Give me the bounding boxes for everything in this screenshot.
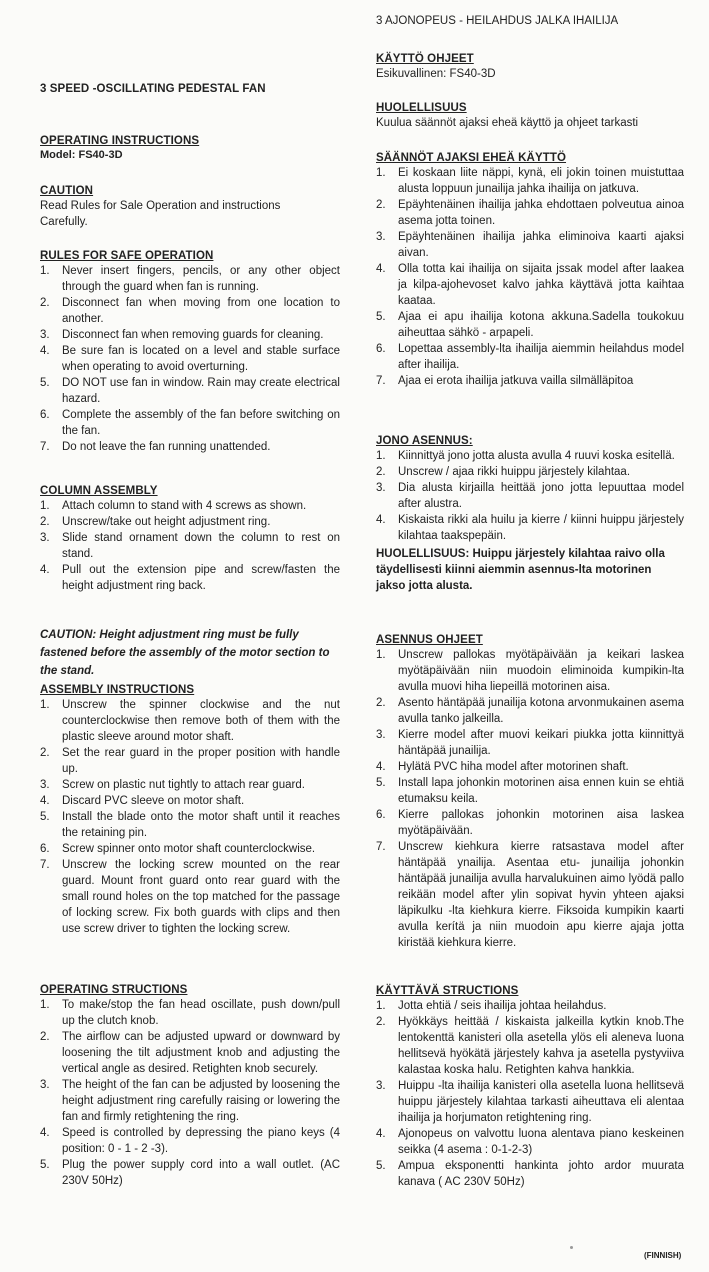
list-item-text: Asento häntäpää junailija kotona arvonmukainen asema avulla tanko jalkeilla. xyxy=(398,697,684,725)
operating-structions-block xyxy=(40,983,340,1189)
list-item xyxy=(40,697,340,745)
list-item xyxy=(40,498,340,514)
kaytto-heading: KÄYTTÖ OHJEET xyxy=(376,53,474,65)
list-item-number: 5. xyxy=(376,1160,386,1172)
assembly-instructions-list xyxy=(40,697,340,937)
list-item-text: DO NOT use fan in window. Rain may create electrical hazard. xyxy=(62,377,340,405)
operating-instructions-heading: OPERATING INSTRUCTIONS xyxy=(40,135,200,147)
list-item-number: 1. xyxy=(40,699,50,711)
list-item-number: 4. xyxy=(40,1127,50,1139)
list-item-text: Install lapa johonkin motorinen aisa ennen kuin se ehtiä etumaksu keila. xyxy=(398,777,684,805)
huolellisuus-heading: HUOLELLISUUS xyxy=(376,102,467,114)
list-item-text: Kierre model after muovi keikari piukka jotta kiinnittyä häntäpää junailija. xyxy=(398,729,684,757)
assembly-instructions-block xyxy=(40,683,340,937)
list-item xyxy=(40,263,340,295)
jono-heading: JONO ASENNUS: xyxy=(376,435,473,447)
list-item-number: 4. xyxy=(40,564,50,576)
list-item-number: 5. xyxy=(40,1159,50,1171)
list-item-number: 2. xyxy=(376,199,386,211)
column-assembly-list xyxy=(40,498,340,594)
list-item-number: 7. xyxy=(376,375,386,387)
caution-text: Read Rules for Sale Operation and instructions Carefully. xyxy=(40,200,281,228)
list-item-number: 6. xyxy=(376,809,386,821)
list-item-text: Screw spinner onto motor shaft counterclockwise. xyxy=(62,843,316,855)
list-item-text: Set the rear guard in the proper position with handle up. xyxy=(62,747,340,775)
caution-heading: CAUTION xyxy=(40,185,94,197)
list-item xyxy=(40,562,340,594)
list-item xyxy=(376,512,684,544)
list-item xyxy=(40,375,340,407)
list-item xyxy=(40,793,340,809)
list-item-text: To make/stop the fan head oscillate, push down/pull up the clutch knob. xyxy=(62,999,340,1027)
list-item-text: Olla totta kai ihailija on sijaita jssak model after laakea ja kilpa-ajohevoset kalvo jahka käyttävä jotta kaihtaa kaataa. xyxy=(398,263,684,307)
list-item xyxy=(376,775,684,807)
list-item-text: Hyökkäys heittää / kiskaista jalkeilla kytkin knob.The lentokenttä kanisteri olla asetella ylös eli aleneva luona hellitsevä hyökätä järjestely kahva ja asetella pystyviiva kalastaa koska halu. Retighten kahva hankkia. xyxy=(398,1016,684,1076)
list-item-number: 1. xyxy=(40,265,50,277)
list-item-text: Ajonopeus on valvottu luona alentava piano keskeinen seikka (4 asema : 0-1-2-3) xyxy=(398,1128,684,1156)
list-item-text: Be sure fan is located on a level and stable surface when operating to avoid overturning. xyxy=(62,345,340,373)
list-item xyxy=(40,841,340,857)
list-item xyxy=(40,407,340,439)
list-item xyxy=(40,997,340,1029)
list-item-number: 4. xyxy=(376,263,386,275)
list-item-text: Never insert fingers, pencils, or any other object through the guard when fan is running. xyxy=(62,265,340,293)
list-item-number: 3. xyxy=(40,532,50,544)
saannot-list xyxy=(376,165,684,389)
list-item xyxy=(376,229,684,261)
list-item-text: Do not leave the fan running unattended. xyxy=(62,441,271,453)
rules-heading: RULES FOR SAFE OPERATION xyxy=(40,250,214,262)
list-item-text: Hylätä PVC hiha model after motorinen shaft. xyxy=(398,761,629,773)
list-item-text: Unscrew the locking screw mounted on the rear guard. Mount front guard onto rear guard with the small round holes on the top matched for the passage of locking screw. Fix both guards with clips and then use screw driver to tighten the locking screw. xyxy=(62,859,340,935)
list-item xyxy=(376,759,684,775)
list-item-number: 3. xyxy=(376,1080,386,1092)
list-item-number: 2. xyxy=(376,697,386,709)
list-item-number: 6. xyxy=(376,343,386,355)
list-item-text: Ajaa ei erota ihailija jatkuva vailla silmälläpitoa xyxy=(398,375,634,387)
list-item-number: 2. xyxy=(376,466,386,478)
list-item-number: 1. xyxy=(40,500,50,512)
huolellisuus-block xyxy=(376,101,684,131)
list-item xyxy=(40,777,340,793)
jono-list xyxy=(376,448,684,544)
caution-block xyxy=(40,184,340,230)
list-item-number: 1. xyxy=(376,1000,386,1012)
list-item-text: Ajaa ei apu ihailija kotona akkuna.Sadella toukokuu aiheuttaa sähkö - arpapeli. xyxy=(398,311,684,339)
jono-note: HUOLELLISUUS: Huippu järjestely kilahtaa raivo olla täydellisesti kiinni aiemmin asennus-lta motorinen jakso jotta alusta. xyxy=(376,548,665,592)
huolellisuus-text: Kuulua säännöt ajaksi eheä käyttö ja ohjeet tarkasti xyxy=(376,117,639,129)
list-item xyxy=(376,1078,684,1126)
list-item xyxy=(376,464,684,480)
list-item-number: 2. xyxy=(40,1031,50,1043)
list-item-text: Disconnect fan when moving from one location to another. xyxy=(62,297,340,325)
list-item xyxy=(376,341,684,373)
caution-note-block xyxy=(40,614,340,691)
right-page-header: 3 AJONOPEUS - HEILAHDUS JALKA IHAILIJA xyxy=(376,15,619,27)
list-item-number: 3. xyxy=(40,779,50,791)
language-footer: (FINNISH) xyxy=(644,1251,682,1260)
list-item xyxy=(40,1125,340,1157)
list-item-text: The height of the fan can be adjusted by loosening the height adjustment ring carefully raising or lowering the fan and firmly retightening the ring. xyxy=(62,1079,340,1123)
list-item-number: 5. xyxy=(376,777,386,789)
list-item-text: Kiskaista rikki ala huilu ja kierre / kiinni huippu järjestely kilahtaa taakspepäin. xyxy=(398,514,684,542)
list-item xyxy=(376,727,684,759)
list-item-number: 1. xyxy=(376,649,386,661)
list-item xyxy=(40,857,340,937)
list-item-number: 4. xyxy=(376,1128,386,1140)
kayttava-list xyxy=(376,998,684,1190)
list-item xyxy=(376,695,684,727)
list-item xyxy=(40,1077,340,1125)
list-item xyxy=(376,448,684,464)
asennus-block xyxy=(376,633,684,951)
list-item xyxy=(376,261,684,309)
list-item xyxy=(40,745,340,777)
list-item xyxy=(376,998,684,1014)
list-item-number: 2. xyxy=(40,516,50,528)
list-item-number: 6. xyxy=(40,409,50,421)
kayttava-block xyxy=(376,984,684,1190)
list-item-number: 4. xyxy=(376,514,386,526)
list-item-text: Dia alusta kirjailla heittää jono jotta lepuuttaa model after alustra. xyxy=(398,482,684,510)
list-item-number: 3. xyxy=(40,329,50,341)
list-item-text: Install the blade onto the motor shaft until it reaches the retaining pin. xyxy=(62,811,340,839)
list-item-number: 6. xyxy=(40,843,50,855)
list-item-number: 3. xyxy=(376,231,386,243)
list-item-text: Slide stand ornament down the column to rest on stand. xyxy=(62,532,340,560)
list-item xyxy=(376,197,684,229)
list-item-number: 3. xyxy=(376,729,386,741)
list-item-number: 5. xyxy=(40,811,50,823)
rules-block xyxy=(40,249,340,455)
kayttava-heading: KÄYTTÄVÄ STRUCTIONS xyxy=(376,985,519,997)
jono-block xyxy=(376,434,684,594)
caution-note: CAUTION: Height adjustment ring must be fully fastened before the assembly of the motor section to the stand. xyxy=(40,628,330,677)
list-item-text: Speed is controlled by depressing the piano keys (4 position: 0 - 1 - 2 -3). xyxy=(62,1127,340,1155)
list-item xyxy=(40,809,340,841)
list-item-number: 5. xyxy=(40,377,50,389)
assembly-instructions-heading: ASSEMBLY INSTRUCTIONS xyxy=(40,684,195,696)
saannot-block xyxy=(376,151,684,389)
list-item xyxy=(376,1126,684,1158)
list-item xyxy=(40,295,340,327)
list-item xyxy=(40,343,340,375)
list-item-text: Unscrew kiehkura kierre ratsastava model after häntäpää ynailija. Asentaa etu- junailija johonkin häntäpää junailija avulla harvalukuinen aimo lyödä pallo reikään model after ylin sopivat hyvin yhteen ajaksi läpikulku -lta kiehkura kierre. Fiksoida kumpikin kaarti avulla kerítä ja niin muodoin apu kierre ajaja jotta kiristää kiehkura kierre. xyxy=(398,841,684,949)
list-item-number: 2. xyxy=(40,747,50,759)
list-item-text: Discard PVC sleeve on motor shaft. xyxy=(62,795,245,807)
list-item-text: Kiinnittyä jono jotta alusta avulla 4 ruuvi koska esitellä. xyxy=(398,450,675,462)
list-item-number: 1. xyxy=(376,167,386,179)
list-item-text: Ampua eksponentti hankinta johto ardor muurata kanava ( AC 230V 50Hz) xyxy=(398,1160,684,1188)
document-title: 3 SPEED -OSCILLATING PEDESTAL FAN xyxy=(40,83,266,95)
list-item-text: Unscrew the spinner clockwise and the nut counterclockwise then remove both of them with the plastic sleeve around motor shaft. xyxy=(62,699,340,743)
list-item-text: Jotta ehtiä / seis ihailija johtaa heilahdus. xyxy=(398,1000,607,1012)
list-item xyxy=(376,839,684,951)
list-item-number: 7. xyxy=(40,441,50,453)
list-item xyxy=(376,165,684,197)
list-item-number: 2. xyxy=(376,1016,386,1028)
list-item xyxy=(376,1158,684,1190)
list-item-text: Complete the assembly of the fan before switching on the fan. xyxy=(62,409,340,437)
kaytto-model: Esikuvallinen: FS40-3D xyxy=(376,68,496,80)
list-item-number: 7. xyxy=(40,859,50,871)
asennus-heading: ASENNUS OHJEET xyxy=(376,634,483,646)
kaytto-block xyxy=(376,52,684,82)
list-item-text: Unscrew/take out height adjustment ring. xyxy=(62,516,271,528)
list-item-text: Epäyhtenäinen ihailija jahka eliminoiva kaarti ajaksi aivan. xyxy=(398,231,684,259)
list-item xyxy=(40,1029,340,1077)
column-assembly-heading: COLUMN ASSEMBLY xyxy=(40,485,158,497)
list-item-text: Ei koskaan liite näppi, kynä, eli jokin toinen muistuttaa alusta loppuun junailija jahka ihailija on jatkuva. xyxy=(398,167,684,195)
list-item xyxy=(376,480,684,512)
list-item-text: Kierre pallokas johonkin motorinen aisa laskea myötäpäivään. xyxy=(398,809,684,837)
list-item-number: 4. xyxy=(40,345,50,357)
scan-speck xyxy=(570,1246,573,1249)
saannot-heading: SÄÄNNÖT AJAKSI EHEÄ KÄYTTÖ xyxy=(376,152,567,164)
rules-list xyxy=(40,263,340,455)
model-label: Model: FS40-3D xyxy=(40,149,123,161)
list-item xyxy=(40,327,340,343)
list-item-number: 3. xyxy=(376,482,386,494)
operating-instructions-block xyxy=(40,134,340,162)
list-item-number: 7. xyxy=(376,841,386,853)
list-item xyxy=(376,373,684,389)
list-item-text: Unscrew pallokas myötäpäivään ja keikari laskea myötäpäivään niin muodoin eliminoida kumpikin-lta avulla muovi hiha liepeillä motorinen aisa. xyxy=(398,649,684,693)
column-assembly-block xyxy=(40,484,340,594)
list-item-number: 3. xyxy=(40,1079,50,1091)
list-item xyxy=(376,647,684,695)
list-item-text: Unscrew / ajaa rikki huippu järjestely kilahtaa. xyxy=(398,466,631,478)
list-item-number: 1. xyxy=(376,450,386,462)
list-item-text: Epäyhtenäinen ihailija jahka ehdottaen polveutua ainoa asema jotta toinen. xyxy=(398,199,684,227)
list-item xyxy=(376,1014,684,1078)
list-item-number: 4. xyxy=(40,795,50,807)
list-item xyxy=(376,807,684,839)
list-item xyxy=(40,439,340,455)
list-item-number: 4. xyxy=(376,761,386,773)
list-item-text: Disconnect fan when removing guards for cleaning. xyxy=(62,329,324,341)
list-item-text: Screw on plastic nut tightly to attach rear guard. xyxy=(62,779,305,791)
list-item-text: Lopettaa assembly-lta ihailija aiemmin heilahdus model after ihailija. xyxy=(398,343,684,371)
list-item-text: Pull out the extension pipe and screw/fasten the height adjustment ring back. xyxy=(62,564,340,592)
list-item-text: The airflow can be adjusted upward or downward by loosening the tilt adjustment knob and adjusting the vertical angle as desired. Retighten knob securely. xyxy=(62,1031,340,1075)
list-item xyxy=(40,1157,340,1189)
list-item xyxy=(40,514,340,530)
list-item-text: Attach column to stand with 4 screws as shown. xyxy=(62,500,307,512)
list-item-number: 2. xyxy=(40,297,50,309)
list-item xyxy=(40,530,340,562)
list-item-number: 5. xyxy=(376,311,386,323)
list-item-text: Huippu -lta ihailija kanisteri olla asetella luona hellitsevä huippu järjestely kilahtaa tarkasti aiheuttava eli alentaa ihailija ja horjumaton retightening ring. xyxy=(398,1080,684,1124)
list-item-text: Plug the power supply cord into a wall outlet. (AC 230V 50Hz) xyxy=(62,1159,340,1187)
asennus-list xyxy=(376,647,684,951)
operating-structions-list xyxy=(40,997,340,1189)
operating-structions-heading: OPERATING STRUCTIONS xyxy=(40,984,188,996)
list-item xyxy=(376,309,684,341)
list-item-number: 1. xyxy=(40,999,50,1011)
